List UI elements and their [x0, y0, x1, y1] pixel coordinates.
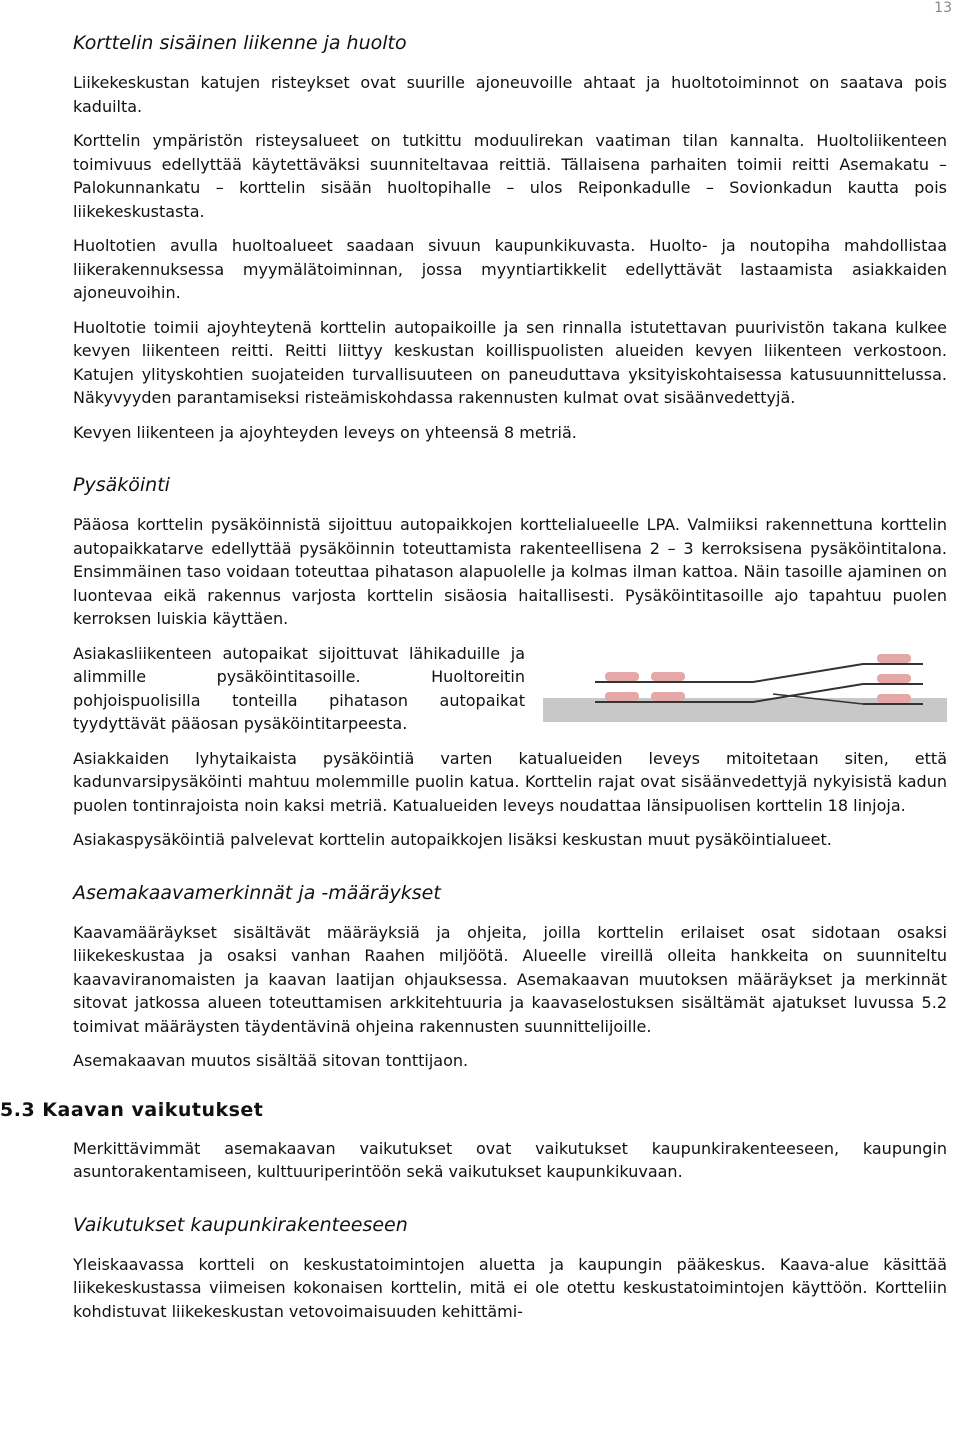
paragraph: Asiakkaiden lyhytaikaista pysäköintiä varten katualueiden leveys mitoitetaan siten, että kadunvarsipysäköinti mahtuu molemmille puolin katua. Korttelin rajat ovat sisäänvedettyjä nykyisistä kadun puolen tontinrajoista noin kaksi metriä. Katualueiden leveys noudattaa länsipuolisen korttelin 18 linjoja.: [73, 748, 947, 815]
paragraph: Yleiskaavassa kortteli on keskustatoimintojen aluetta ja kaupungin pääkeskus. Kaava-alue käsittää liikekeskustassa viimeisen kokonaisen korttelin, mitä ei ole otettu keskustatoimintojen käyttöön. Kortteliin kohdistuvat liikekeskustan vetovoimaisuuden kehittämi-: [73, 1254, 947, 1321]
car-icon: [651, 692, 685, 701]
car-icon: [605, 692, 639, 701]
paragraph: Huoltotie toimii ajoyhteytenä korttelin autopaikoille ja sen rinnalla istutettavan puurivistön takana kulkee kevyen liikenteen reitti. Reitti liittyy keskustan koillispuolisten alueiden kevyen liikenteen verkostoon. Katujen ylityskohtien suojateiden turvallisuuteen on paneuduttava yksityiskohtaisessa katusuunnittelussa. Näkyvyyden parantamiseksi risteämiskohdassa rakennusten kulmat ovat sisäänvedettyjä.: [73, 317, 947, 407]
paragraph: Huoltotien avulla huoltoalueet saadaan sivuun kaupunkikuvasta. Huolto- ja noutopiha mahdollistaa liikerakennuksessa myymälätoiminnan, jossa myyntiartikkelit edellyttävät lastaamista asiakkaiden ajoneuvoihin.: [73, 236, 947, 302]
parking-deck-section-illustration: [543, 650, 947, 730]
car-icon: [877, 674, 911, 683]
heading-plan-regulations: Asemakaavamerkinnät ja -määräykset: [73, 881, 441, 904]
ramp-line: [753, 664, 863, 682]
parking-figure-block: [73, 642, 947, 736]
document-body: [0, 30, 947, 1334]
heading-internal-traffic: Korttelin sisäinen liikenne ja huolto: [73, 32, 407, 54]
paragraph: Korttelin ympäristön risteysalueet on tutkittu moduulirekan vaatiman tilan kannalta. Huoltoliikenteen toimivuus edellyttää käytettäväksi suunniteltavaa reittiä. Tällaisena parhaiten toimii reitti Asemakatu – Palokunnankatu – korttelin sisään huoltopihalle – ulos Reiponkadulle – Sovionkadun kautta pois liikekeskustasta.: [73, 131, 947, 221]
paragraph: Kevyen liikenteen ja ajoyhteyden leveys on yhteensä 8 metriä.: [73, 422, 577, 442]
heading-parking: Pysäköinti: [73, 474, 170, 496]
paragraph: Asemakaavan muutos sisältää sitovan tonttijaon.: [73, 1051, 469, 1070]
page-number: 13: [934, 0, 952, 16]
paragraph: Pääosa korttelin pysäköinnistä sijoittuu autopaikkojen korttelialueelle LPA. Valmiiksi rakennettuna korttelin autopaikkatarve edellyttää pysäköinnin toteuttamista rakenteellisena 2 – 3 kerroksisena pysäköintitalona. Ensimmäinen taso voidaan toteuttaa pihatason alapuolelle ja kolmas ilman kattoa. Näin tasoille ajaminen on luontevaa eikä rakennus varjosta korttelin sisäosia haitallisesti. Pysäköintitasoille ajo tapahtuu puolen kerroksen luiskia käyttäen.: [73, 515, 947, 628]
car-icon: [877, 694, 911, 703]
paragraph: Asiakaspysäköintiä palvelevat korttelin autopaikkojen lisäksi keskustan muut pysäköintialueet.: [73, 830, 832, 849]
paragraph: Liikekeskustan katujen risteykset ovat suurille ajoneuvoille ahtaat ja huoltotoiminnot on saatava pois kaduilta.: [73, 73, 947, 116]
car-icon: [651, 672, 685, 681]
car-icon: [605, 672, 639, 681]
car-icon: [877, 654, 911, 663]
heading-urban-structure-effects: Vaikutukset kaupunkirakenteeseen: [73, 1213, 408, 1236]
paragraph: Asiakasliikenteen autopaikat sijoittuvat lähikaduille ja alimmille pysäköintitasoille. Huoltoreitin pohjoispuolisilla tonteilla pihatason autopaikat tyydyttävät pääosan pysäköintitarpeesta.: [73, 643, 525, 733]
paragraph: Kaavamääräykset sisältävät määräyksiä ja ohjeita, joilla korttelin erilaiset osat sidotaan osaksi liikekeskustaa ja osaksi vanhan Raahen miljöötä. Alueelle vireillä olleita hankkeita on suunniteltu kaavaviranomaisten ja kaavan laatijan ohjauksessa. Asemakaavan muutoksen määräykset ja merkinnät sitovat jatkossa alueen toteuttamisen arkkitehtuuria ja kaavaselostuksen sisältämät ajatukset luvussa 5.2 toimivat määräysten täydentävinä ohjeina rakennusten suunnittelijoille.: [73, 922, 947, 1036]
paragraph: Merkittävimmät asemakaavan vaikutukset ovat vaikutukset kaupunkirakenteeseen, kaupungin asuntorakentamiseen, kulttuuriperintöön sekä vaikutukset kaupunkikuvaan.: [73, 1138, 947, 1181]
heading-plan-effects: 5.3 Kaavan vaikutukset: [0, 1098, 264, 1121]
